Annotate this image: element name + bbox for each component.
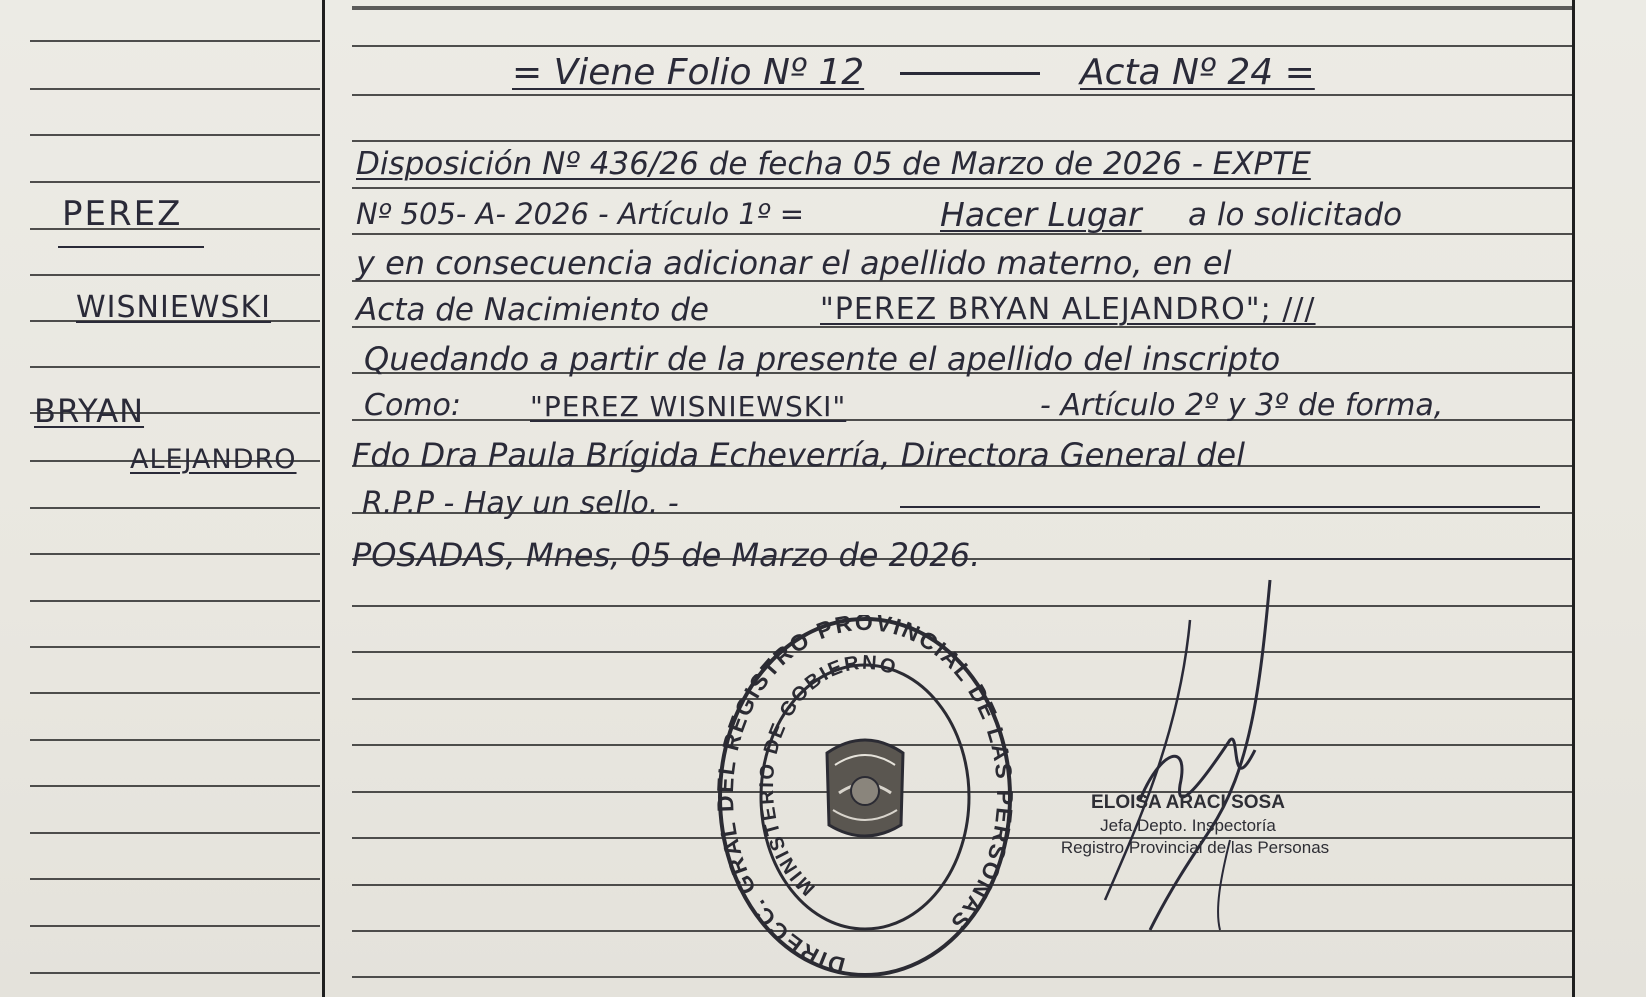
body-line-6c: - Artículo 2º y 3º de forma, [1040, 388, 1444, 423]
header-dash [900, 72, 1040, 75]
body-line-2c: a lo solicitado [1188, 197, 1403, 233]
column-divider-right [1572, 0, 1575, 997]
coat-of-arms-icon [827, 740, 903, 836]
margin-name-bryan: BRYAN [34, 392, 145, 430]
body-line-2b: Hacer Lugar [940, 195, 1142, 234]
acta-heading: Acta Nº 24 = [1080, 52, 1315, 93]
body-line-6a: Como: [364, 388, 461, 423]
official-stamp [715, 615, 1015, 980]
body-line-7: Fdo Dra Paula Brígida Echeverría, Directora General del [352, 436, 1245, 474]
closing-dash-2 [1150, 558, 1570, 560]
stamp-inner-text: MINISTERIO DE GOBIERNO [755, 651, 901, 900]
margin-name-perez: PEREZ [62, 194, 183, 234]
folio-heading: = Viene Folio Nº 12 [512, 52, 865, 93]
body-line-3: y en consecuencia adicionar el apellido materno, en el [356, 244, 1232, 282]
body-line-1: Disposición Nº 436/26 de fecha 05 de Marzo de 2026 - EXPTE [356, 146, 1311, 182]
closing-dash-1 [900, 506, 1540, 508]
stamp-outer-text: DIRECC. GRAL L REGISTRO PROVINCIAL DE LAS RSONAS [715, 615, 1015, 980]
signatory-title: Jefa Depto. Inspectoría [1100, 816, 1276, 835]
body-line-2a: Nº 505- A- 2026 - Artículo 1º = [356, 197, 804, 231]
margin-name-wisniewski: WISNIEWSKI [76, 290, 272, 325]
body-line-5: Quedando a partir de la presente el apellido del inscripto [364, 340, 1281, 378]
signatory-office: Registro Provincial de las Personas [1060, 838, 1330, 857]
margin-underline-perez [58, 246, 204, 248]
body-line-8: R.P.P - Hay un sello. - [362, 486, 679, 521]
column-divider-left [322, 0, 325, 997]
body-line-4a: Acta de Nacimiento de [356, 292, 709, 328]
signatory-name: ELOISA ARACI SOSA [1091, 792, 1285, 813]
top-edge-rule [352, 6, 1572, 10]
body-line-9: POSADAS, Mnes, 05 de Marzo de 2026. [352, 536, 981, 574]
body-line-4b: "PEREZ BRYAN ALEJANDRO"; /// [820, 292, 1316, 327]
handwritten-signature [1080, 570, 1340, 950]
body-line-6b: "PEREZ WISNIEWSKI" [530, 390, 847, 423]
margin-name-alejandro: ALEJANDRO [130, 444, 297, 475]
